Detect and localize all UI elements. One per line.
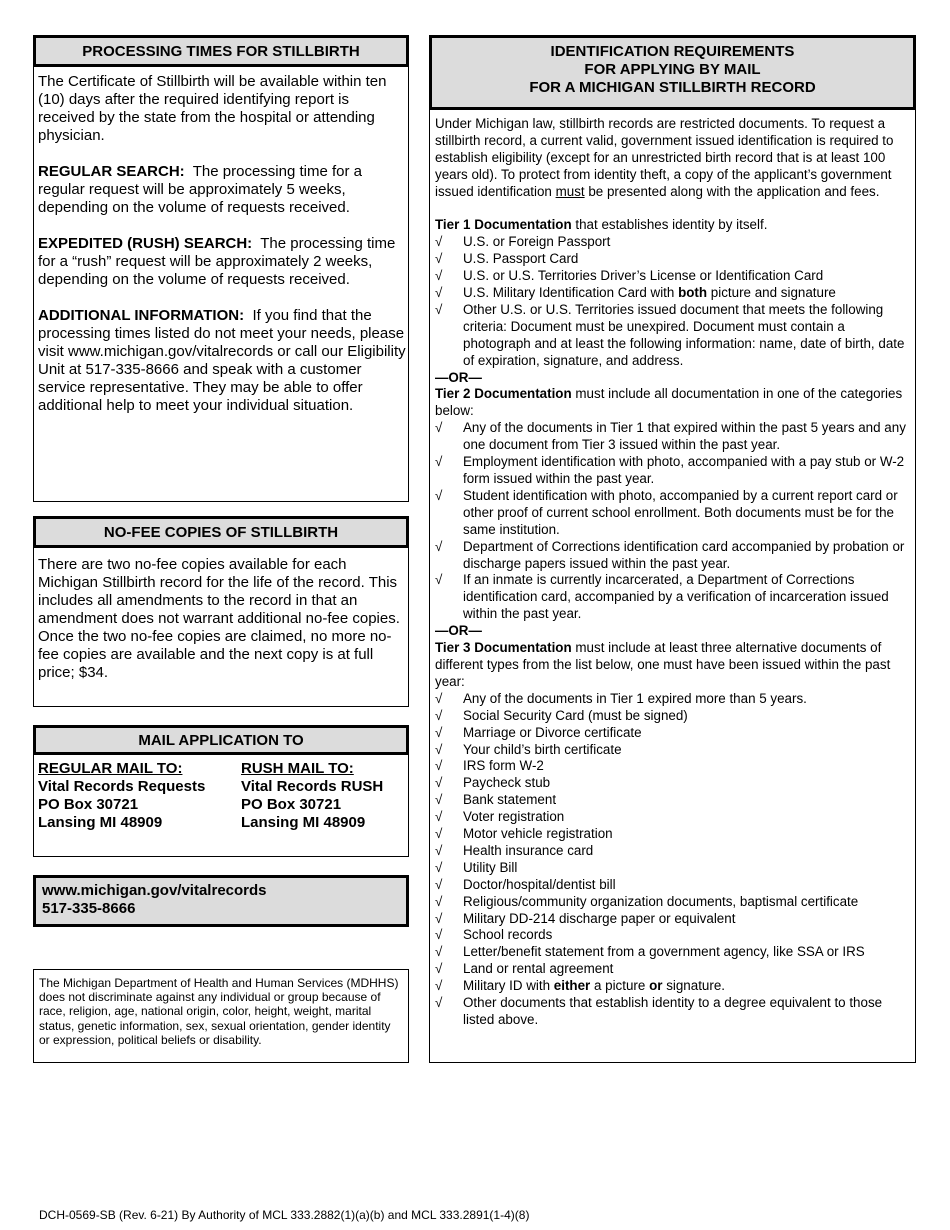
expedited-search-label: EXPEDITED (RUSH) SEARCH: [38, 235, 253, 252]
check-icon: √ [435, 724, 443, 740]
check-icon: √ [435, 420, 443, 436]
list-item-text: U.S. or Foreign Passport [463, 234, 611, 250]
list-item [435, 572, 911, 623]
check-icon: √ [435, 234, 443, 250]
rush-mail-title: RUSH MAIL TO: [241, 760, 354, 777]
list-item [435, 742, 911, 759]
list-item [435, 843, 911, 860]
tier3-list-tail [435, 978, 911, 1029]
regular-mail-title: REGULAR MAIL TO: [38, 760, 183, 777]
check-icon: √ [435, 707, 443, 723]
list-item-text: Employment identification with photo, accompanied with a pay stub or W-2 form issued within the past year. [463, 454, 905, 487]
check-icon: √ [435, 826, 443, 842]
check-icon: √ [435, 251, 443, 267]
tier1-heading [435, 217, 911, 234]
check-icon: √ [435, 809, 443, 825]
list-item-text: Religious/community organization documents, baptismal certificate [463, 893, 859, 909]
tier3-desc: must include at least three alternative documents of different types from the list below, one must have been issued within the past year: [435, 640, 891, 689]
list-item-text: Any of the documents in Tier 1 expired more than 5 years. [463, 690, 807, 706]
form-footer: DCH-0569-SB (Rev. 6-21) By Authority of MCL 333.2882(1)(a)(b) and MCL 333.2891(1-4)(8) [39, 1208, 530, 1222]
tier2-heading [435, 386, 911, 420]
check-icon: √ [435, 454, 443, 470]
contact-box [33, 875, 409, 927]
list-item [435, 961, 911, 978]
list-item-text: Any of the documents in Tier 1 that expired within the past 5 years and any one document from Tier 3 issued within the past year. [463, 420, 906, 453]
check-icon: √ [435, 876, 443, 892]
list-item [435, 911, 911, 928]
intro-part1: Under Michigan law, stillbirth records are restricted documents. To request a stillbirth record, a current valid, government issued identification is required to establish eligibility (except for an unrestricted birth record that is at least 100 years old). To protect from identity theft, a copy of the applicant’s government issued identification [435, 116, 894, 199]
check-icon: √ [435, 978, 443, 994]
identification-header [429, 35, 916, 110]
check-icon: √ [435, 944, 443, 960]
list-item [435, 978, 911, 995]
list-item [435, 995, 911, 1029]
tier1-label: Tier 1 Documentation [435, 217, 572, 233]
list-item-bold: or [649, 978, 663, 994]
check-icon: √ [435, 792, 443, 808]
check-icon: √ [435, 690, 443, 706]
list-item [435, 708, 911, 725]
tier3-list [435, 691, 911, 978]
list-item [435, 268, 911, 285]
list-item-text: U.S. Passport Card [463, 251, 579, 267]
check-icon: √ [435, 487, 443, 503]
identification-body [435, 116, 911, 1029]
list-item-text: Military DD-214 discharge paper or equivalent [463, 910, 736, 926]
additional-info-paragraph [38, 307, 406, 415]
mail-application-header [33, 725, 409, 755]
check-icon: √ [435, 927, 443, 943]
list-item-text: Student identification with photo, accompanied by a current report card or other proof of current school enrollment. Both documents must be for the same institution. [463, 487, 898, 537]
list-item [435, 234, 911, 251]
list-item-text: IRS form W-2 [463, 758, 544, 774]
list-item [435, 809, 911, 826]
tier3-heading [435, 640, 911, 691]
processing-intro: The Certificate of Stillbirth will be available within ten (10) days after the required identifying report is received by the state from the hospital or attending physician. [38, 73, 387, 144]
list-item [435, 894, 911, 911]
contact-lines [36, 878, 406, 918]
identification-title-line3: FOR A MICHIGAN STILLBIRTH RECORD [529, 79, 816, 96]
tier2-label: Tier 2 Documentation [435, 386, 572, 402]
list-item-text: signature. [662, 978, 725, 994]
list-item-text: Military ID with [463, 978, 554, 994]
list-item [435, 877, 911, 894]
intro-must: must [555, 183, 585, 199]
contact-website[interactable]: www.michigan.gov/vitalrecords [42, 882, 267, 899]
no-fee-text: There are two no-fee copies available for each Michigan Stillbirth record for the life of the record. This includes all amendments to the record in that an amendment does not warrant additional no-fee copies. Once the two no-fee copies are claimed, no more no-fee copies are available and the next copy is at full price; $34. [38, 556, 400, 681]
check-icon: √ [435, 268, 443, 284]
or-separator: —OR— [435, 623, 482, 639]
list-item-text: Doctor/hospital/dentist bill [463, 876, 616, 892]
processing-times-body [38, 73, 406, 415]
regular-mail-address [38, 760, 238, 832]
check-icon: √ [435, 758, 443, 774]
list-item-text: Letter/benefit statement from a government agency, like SSA or IRS [463, 944, 865, 960]
expedited-search-text: The processing time for a “rush” request will be approximately 2 weeks, depending on the volume of requests received. [38, 235, 396, 288]
mail-application-title: MAIL APPLICATION TO [138, 732, 304, 749]
contact-phone[interactable]: 517-335-8666 [42, 900, 136, 917]
check-icon: √ [435, 741, 443, 757]
identification-title-line2: FOR APPLYING BY MAIL [584, 61, 761, 78]
list-item-text: Utility Bill [463, 859, 518, 875]
list-item-text: Marriage or Divorce certificate [463, 724, 642, 740]
list-item-text: School records [463, 927, 553, 943]
list-item [435, 251, 911, 268]
list-item [435, 454, 911, 488]
nondiscrimination-text: The Michigan Department of Health and Human Services (MDHHS) does not discriminate against any individual or group because of race, religion, age, national origin, color, height, weight, marital status, genetic information, sex, sexual orientation, gender identity or expression, political beliefs or disability. [39, 976, 399, 1047]
regular-mail-line2: PO Box 30721 [38, 796, 139, 813]
list-item [435, 792, 911, 809]
list-item-text: U.S. or U.S. Territories Driver’s License or Identification Card [463, 268, 824, 284]
check-icon: √ [435, 301, 443, 317]
list-item [435, 539, 911, 573]
list-item [435, 775, 911, 792]
list-item-text: Other U.S. or U.S. Territories issued document that meets the following criteria: Document must be unexpired. Document must contain a photograph and at least the following information: name, date of birth, date of expiration, signature, and address. [463, 301, 905, 368]
regular-mail-line1: Vital Records Requests [38, 778, 206, 795]
identification-title [432, 38, 913, 97]
list-item-text: a picture [590, 978, 650, 994]
list-item-bold: both [678, 285, 708, 301]
list-item-text: Department of Corrections identification card accompanied by probation or discharge papers issued within the past year. [463, 538, 905, 571]
tier3-label: Tier 3 Documentation [435, 640, 572, 656]
list-item-text: Social Security Card (must be signed) [463, 707, 688, 723]
identification-title-line1: IDENTIFICATION REQUIREMENTS [550, 43, 795, 60]
list-item [435, 927, 911, 944]
list-item [435, 302, 911, 370]
list-item-text: Your child’s birth certificate [463, 741, 622, 757]
no-fee-header [33, 516, 409, 548]
list-item [435, 488, 911, 539]
regular-mail-line3: Lansing MI 48909 [38, 814, 163, 831]
rush-mail-address [241, 760, 406, 832]
expedited-search-paragraph [38, 235, 406, 289]
regular-search-paragraph [38, 163, 406, 217]
list-item-text: Land or rental agreement [463, 961, 614, 977]
check-icon: √ [435, 859, 443, 875]
tier2-desc: must include all documentation in one of the categories below: [435, 386, 903, 419]
check-icon: √ [435, 538, 443, 554]
check-icon: √ [435, 995, 443, 1011]
list-item-text: If an inmate is currently incarcerated, a Department of Corrections identification card, accompanied by a verification of incarceration issued within the past year. [463, 572, 889, 622]
check-icon: √ [435, 961, 443, 977]
check-icon: √ [435, 910, 443, 926]
regular-search-label: REGULAR SEARCH: [38, 163, 185, 180]
list-item [435, 725, 911, 742]
or-separator: —OR— [435, 369, 482, 385]
processing-times-header [33, 35, 409, 67]
list-item-text: U.S. Military Identification Card with [463, 285, 679, 301]
check-icon: √ [435, 775, 443, 791]
rush-mail-line2: PO Box 30721 [241, 796, 342, 813]
list-item-text: Bank statement [463, 792, 557, 808]
tier1-list [435, 234, 911, 369]
rush-mail-line1: Vital Records RUSH [241, 778, 384, 795]
tier1-desc: that establishes identity by itself. [571, 217, 768, 233]
list-item [435, 285, 911, 302]
list-item-text: Voter registration [463, 809, 565, 825]
no-fee-title: NO-FEE COPIES OF STILLBIRTH [103, 524, 339, 541]
check-icon: √ [435, 893, 443, 909]
list-item [435, 826, 911, 843]
check-icon: √ [435, 842, 443, 858]
processing-times-title: PROCESSING TIMES FOR STILLBIRTH [82, 43, 360, 60]
list-item [435, 860, 911, 877]
regular-search-text: The processing time for a regular request will be approximately 5 weeks, depending on the volume of requests received. [38, 163, 362, 216]
list-item [435, 758, 911, 775]
intro-part2: be presented along with the application and fees. [584, 183, 880, 199]
list-item [435, 691, 911, 708]
identification-intro [435, 116, 911, 201]
list-item-text: Health insurance card [463, 842, 594, 858]
check-icon: √ [435, 285, 443, 301]
list-item-text: Other documents that establish identity to a degree equivalent to those listed above. [463, 995, 883, 1028]
list-item-bold: either [553, 978, 591, 994]
list-item [435, 944, 911, 961]
list-item-text: Paycheck stub [463, 775, 551, 791]
tier2-list [435, 420, 911, 623]
additional-info-text: If you find that the processing times listed do not meet your needs, please visit www.michigan.gov/vitalrecords or call our Eligibility Unit at 517-335-8666 and speak with a customer service representative. They may be able to offer additional help to meet your individual situation. [38, 307, 406, 414]
nondiscrimination-box [33, 969, 409, 1063]
list-item-text: Motor vehicle registration [463, 826, 613, 842]
rush-mail-line3: Lansing MI 48909 [241, 814, 366, 831]
additional-info-label: ADDITIONAL INFORMATION: [38, 307, 245, 324]
check-icon: √ [435, 572, 443, 588]
list-item-text: picture and signature [707, 285, 836, 301]
list-item [435, 420, 911, 454]
